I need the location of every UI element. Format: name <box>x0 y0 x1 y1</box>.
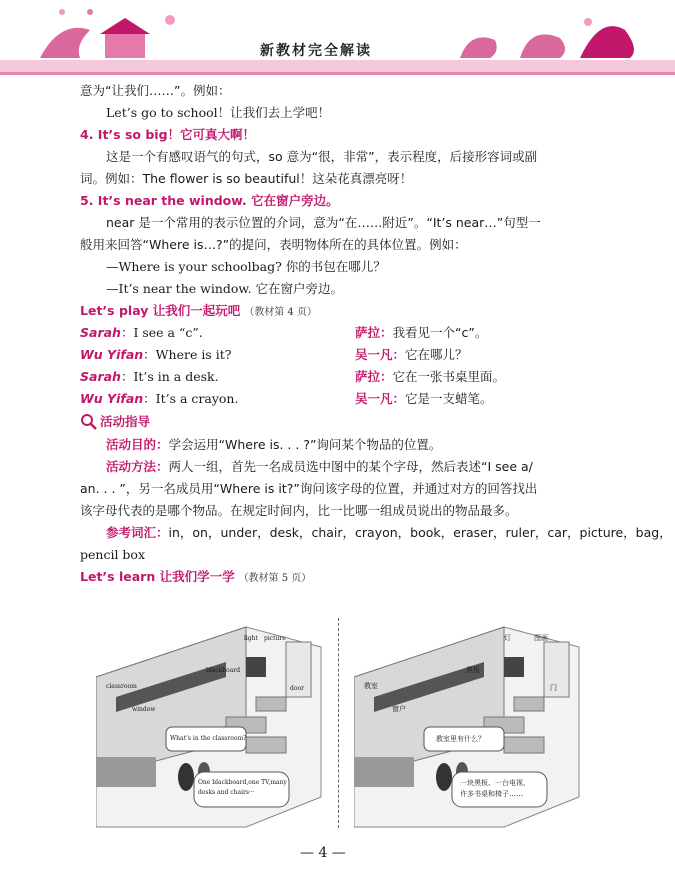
label-window-cn: 窗户 <box>392 705 406 713</box>
speaker-name: Wu Yifan <box>80 347 144 362</box>
example-line: Let’s go to school！让我们去上学吧！ <box>106 105 331 120</box>
speech-bubble-answer-cn-1: 一块黑板、一台电视、 <box>460 779 530 787</box>
section-heading-4: 4. It’s so big！它可真大啊！ <box>80 127 256 142</box>
header-title: 新教材完全解读 <box>260 43 372 59</box>
lets-learn-title: Let’s learn 让我们学一学 <box>80 569 235 584</box>
activity-method: 活动方法：两人一组，首先一名成员选中图中的某个字母，然后表述“I see a/ <box>106 459 533 474</box>
label-light: light <box>244 635 258 642</box>
speaker-name-cn: 萨拉 <box>355 325 381 340</box>
magnifier-icon <box>80 413 98 431</box>
speaker-name: Sarah <box>80 325 121 340</box>
label-classroom: classroom <box>106 683 137 690</box>
label-blackboard: blackboard <box>206 667 241 674</box>
illustration-divider <box>338 618 339 828</box>
page-number: — 4 — <box>300 845 346 861</box>
text-line: near 是一个常用的表示位置的介词，意为“在……附近”。“It’s near…”句型一 <box>106 215 541 230</box>
lets-learn-heading <box>80 566 600 588</box>
dialog-text: It’s in a desk. <box>133 369 219 384</box>
dialog-text: I see a “c”. <box>133 325 203 340</box>
section-heading-5: 5. It’s near the window. 它在窗户旁边。 <box>80 193 339 208</box>
dialog-row: Sarah：It’s in a desk. 萨拉：它在一张书桌里面。 <box>80 369 506 384</box>
example-line: —It’s near the window. 它在窗户旁边。 <box>106 281 344 296</box>
example-line: —Where is your schoolbag? 你的书包在哪儿？ <box>106 259 386 274</box>
classroom-illustration-en <box>96 617 334 832</box>
dialog-text-cn: 它在一张书桌里面。 <box>392 369 506 384</box>
speaker-name: Wu Yifan <box>80 391 144 406</box>
text-line: 词。例如：The flower is so beautiful！这朵花真漂亮呀！ <box>80 171 413 186</box>
lets-learn-ref: （教材第 5 页） <box>238 573 312 584</box>
main-content <box>80 80 672 588</box>
classroom-illustration-cn <box>354 617 592 832</box>
dialog-row: Wu Yifan：Where is it? 吴一凡：它在哪儿？ <box>80 347 468 362</box>
speaker-name: Sarah <box>80 369 121 384</box>
speaker-name-cn: 吴一凡 <box>355 347 393 362</box>
speaker-name-cn: 吴一凡 <box>355 391 393 406</box>
dialog-row: Wu Yifan：It’s a crayon. 吴一凡：它是一支蜡笔。 <box>80 391 493 406</box>
label-picture-cn: 图画 <box>534 634 548 642</box>
activity-guide-heading <box>80 410 600 434</box>
reference-vocab: 参考词汇：in，on，under，desk，chair，crayon，book，eraser，ruler，car，picture，bag， <box>106 525 672 540</box>
dialog-text: It’s a crayon. <box>155 391 239 406</box>
speech-bubble-question-cn: 教室里有什么？ <box>436 735 485 743</box>
label-window: window <box>132 706 156 713</box>
header-decoration <box>0 0 675 78</box>
dialog-text: Where is it? <box>155 347 232 362</box>
lets-play-ref: （教材第 4 页） <box>244 307 317 318</box>
dialog-text-cn: 我看见一个“c”。 <box>392 325 488 340</box>
page-header <box>0 0 675 78</box>
text-line: an. . . ”，另一名成员用“Where is it?”询问该字母的位置，并通过对方的回答找出 <box>80 481 538 496</box>
dialog-row: Sarah：I see a “c”. 萨拉：我看见一个“c”。 <box>80 325 488 340</box>
text-line: 该字母代表的是哪个物品。在规定时间内，比一比哪一组成员说出的物品最多。 <box>80 503 518 518</box>
label-light-cn: 灯 <box>504 634 511 642</box>
activity-purpose: 活动目的：学会运用“Where is. . . ?”询问某个物品的位置。 <box>106 437 442 452</box>
text-line: 这是一个有感叹语气的句式，so 意为“很，非常”，表示程度，后接形容词或副 <box>106 149 538 164</box>
label-classroom-cn: 教室 <box>364 682 378 690</box>
text-line: 意为“让我们……”。例如： <box>80 83 231 98</box>
speaker-name-cn: 萨拉 <box>355 369 381 384</box>
label-door: door <box>290 685 304 692</box>
dialog-text-cn: 它是一支蜡笔。 <box>405 391 493 406</box>
speech-bubble-answer-1: One blackboard,one TV,many <box>198 779 287 786</box>
classroom-illustrations <box>96 617 596 832</box>
dialog-text-cn: 它在哪儿？ <box>405 347 468 362</box>
label-door-cn: 门 <box>550 684 557 692</box>
speech-bubble-answer-2: desks and chairs··· <box>198 789 255 796</box>
activity-guide-title: 活动指导 <box>100 414 151 429</box>
speech-bubble-answer-cn-2: 许多书桌和椅子…… <box>460 790 523 798</box>
label-blackboard-cn: 黑板 <box>466 666 480 674</box>
text-line: pencil box <box>80 547 145 562</box>
speech-bubble-question: What’s in the classroom? <box>170 735 247 742</box>
text-line: 般用来回答“Where is…?”的提问，表明物体所在的具体位置。例如： <box>80 237 467 252</box>
lets-play-heading <box>80 300 600 322</box>
lets-play-title: Let’s play 让我们一起玩吧 <box>80 303 241 318</box>
label-picture: picture <box>264 635 286 642</box>
